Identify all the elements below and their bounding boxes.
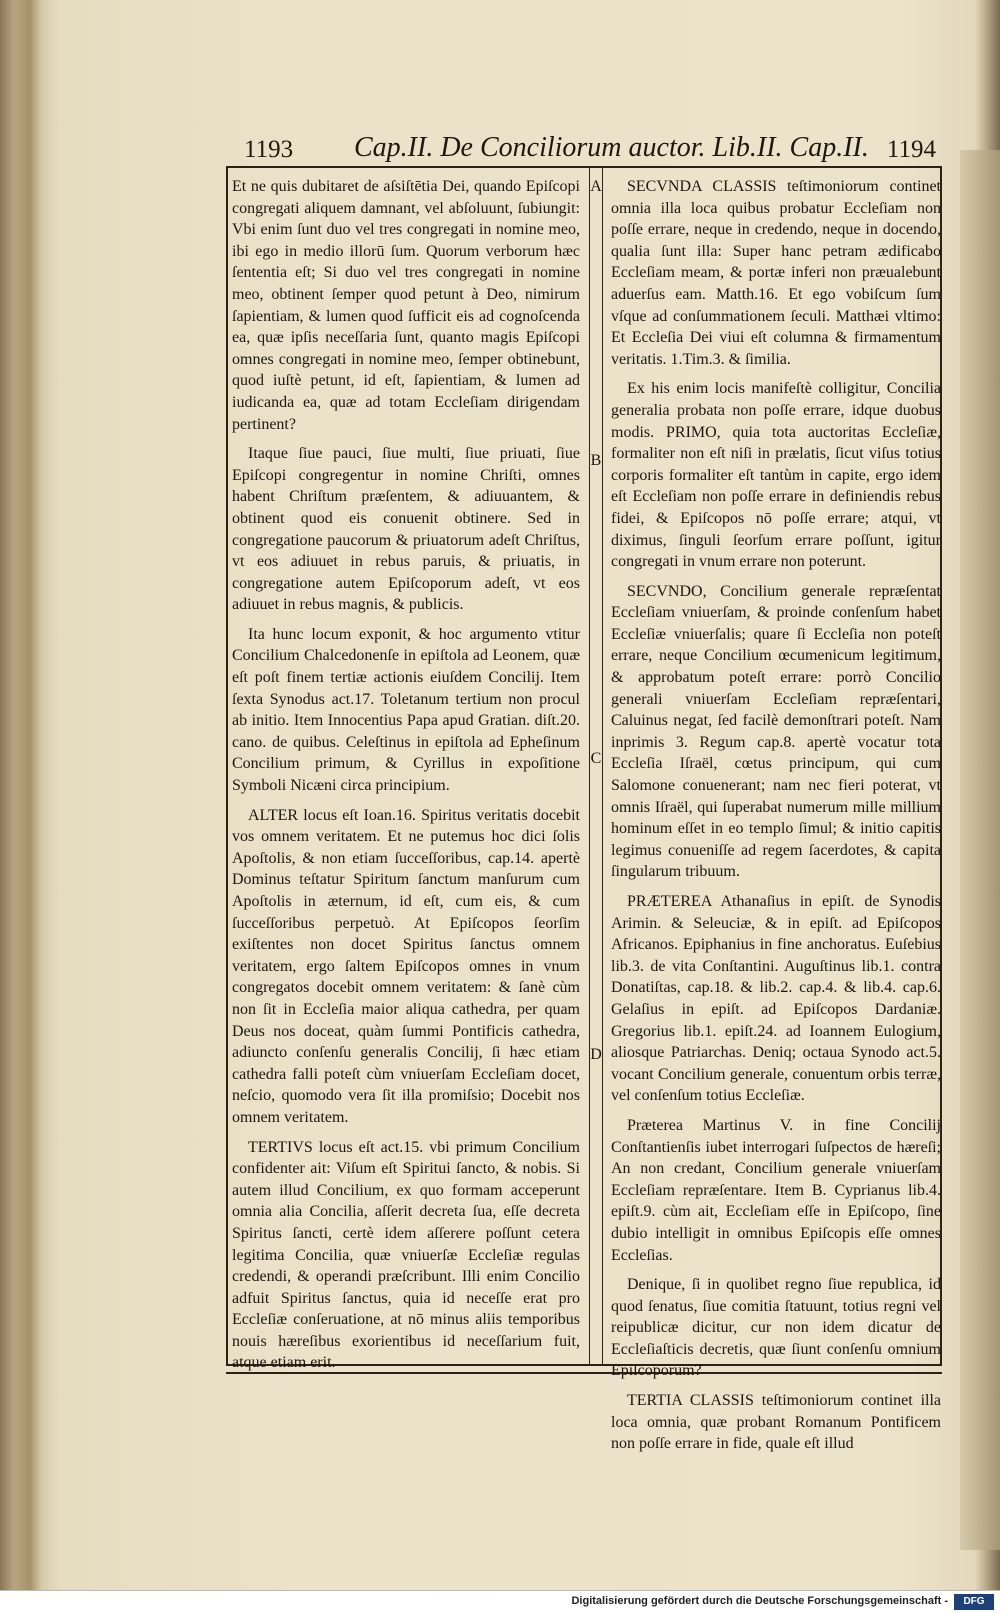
page-number-right: 1194 bbox=[886, 136, 936, 163]
paragraph: SECVNDA CLASSIS teſtimoniorum continet omnia illa loca quibus probatur Eccleſiam non poſſe errare, neque in credendo, neque in docendo, qualia ſunt illa: Super hanc petram ædificabo Eccleſiam meam, & portæ inferi non præualebunt aduerſus eam. Matth.16. Et ego vobiſcum ſum vſque ad conſummationem ſeculi. Matthæi vltimo: Et Eccleſia Dei viui eſt columna & firmamentum veritatis. 1.Tim.3. & ſimilia. bbox=[611, 178, 941, 368]
footer-credit: Digitalisierung gefördert durch die Deutsche Forschungsgemeinschaft - bbox=[571, 1595, 948, 1607]
paragraph: SECVNDO, Concilium generale repræſentat Eccleſiam vniuerſam, & proinde conſenſum habet Eccleſiæ vniuerſalis; quare ſi Eccleſia non poteſt errare, neque Concilium œcumenicum legitimum, & approbatum poteſt errare: porrò Concilio generali vniuerſam Eccleſiam repræſentari, Caluinus negat, ſed facilè demonſtrari poteſt. Nam inprimis 3. Regum cap.8. apertè vocatur tota Eccleſia Iſraël, cœtus principum, qui cum Salomone conuenerant; nam nec fieri poterat, vt omnis Iſraël, qui ſuperabat numerum mille millium hominum eſſet in eo templo ſimul; & initio capitis legimus conueniſſe ad regem ſacerdotes, & capita ſingularum tribuum. bbox=[611, 582, 941, 881]
digitization-footer bbox=[0, 1590, 1000, 1613]
paragraph: Denique, ſi in quolibet regno ſiue republica, id quod ſenatus, ſiue comitia ſtatuunt, totius regni vel reipublicæ dicitur, cur non idem dicatur de Eccleſiaſticis decretis, quæ ſiunt conſenſu omnium Epiſcoporum? bbox=[611, 1276, 941, 1380]
paragraph: Ita hunc locum exponit, & hoc argumento vtitur Concilium Chalcedonenſe in epiſtola ad Leonem, quæ eſt poſt finem tertiæ actionis eiuſdem Concilij. Item ſexta Synodus act.17. Toletanum tertium non procul ab initio. Item Innocentius Papa apud Gratian. diſt.20. cano. de quibus. Celeſtinus in epiſtola ad Epheſinum Concilium primum, & Cyrillus in expoſitione Symboli Nicæni circa principium. bbox=[232, 625, 580, 795]
running-title: Cap.II. De Conciliorum auctor. Lib.II. Cap.II. bbox=[354, 132, 869, 163]
paragraph: TERTIA CLASSIS teſtimoniorum continet illa loca omnia, quæ probant Romanum Pontificem non poſſe errare in fide, quale eſt illud bbox=[611, 1392, 941, 1453]
left-column bbox=[232, 176, 580, 1382]
paragraph: PRÆTEREA Athanaſius in epiſt. de Synodis Arimin. & Seleuciæ, & in epiſt. ad Epiſcopos Africanos. Epiphanius in fine anchoratus. Euſebius lib.3. de vita Conſtantini. Auguſtinus lib.1. contra Donatiſtas, cap.18. & lib.2. cap.4. & lib.4. cap.6. Gelaſius in epiſt. ad Epiſcopos Dardaniæ. Gregorius lib.1. epiſt.24. ad Ioannem Eulogium, aliosque Patriarchas. Deniq; octaua Synodo act.5. vocant Concilium generale, conuentum orbis terræ, vel conſenſum totius Eccleſiæ. bbox=[611, 893, 941, 1105]
dfg-logo: DFG bbox=[954, 1594, 994, 1610]
next-page-edge bbox=[960, 150, 1000, 1550]
margin-marker-a: A bbox=[590, 178, 602, 195]
right-column bbox=[611, 176, 941, 1463]
margin-marker-d: D bbox=[590, 1046, 602, 1063]
paragraph: TERTIVS locus eſt act.15. vbi primum Concilium confidenter ait: Viſum eſt Spiritui ſancto, & nobis. Si autem illud Concilium, ex quo formam acceperunt omnia alia Concilia, aſſerit decreta ſua, eſſe decreta Spiritus ſancti, certè idem aſſerere poſſunt cetera legitima Concilia, quæ vniuerſæ Eccleſiæ regulas credendi, & operandi præſcribunt. Illi enim Concilio adfuit Spiritus ſanctus, quia id neceſſe erat pro Eccleſiæ conſeruatione, at nō minus aliis temporibus nouis hæreſibus exorientibus id neceſſarium fuit, atque etiam erit. bbox=[232, 1138, 580, 1372]
paragraph: ALTER locus eſt Ioan.16. Spiritus veritatis docebit vos omnem veritatem. Et ne putemus hoc dici ſolis Apoſtolis, & non etiam ſucceſſoribus, cap.14. apertè Dominus teſtatur Spiritum ſanctum manſurum cum Apoſtolis in æternum, id eſt, cum eis, & cum ſucceſſoribus perpetuò. At Epiſcopos ſeorſim exiſtentes non docet Spiritus ſanctus omnem veritatem, ergo ſaltem Epiſcopos omnes in vnum congregatos docebit omnem veritatem: & ſanè cùm non ſit in Eccleſia maior aliqua cathedra, per quam Deus nos doceat, quàm ſummi Pontificis cathedra, adiuncto conſenſu generalis Concilij, ſi hæc etiam cathedra falli poteſt cùm vniuerſam Eccleſiam docet, neſcio, quomodo vera ſit illa promiſsio; Docebit nos omnem veritatem. bbox=[232, 806, 580, 1126]
running-header bbox=[226, 132, 966, 166]
paragraph: Præterea Martinus V. in fine Concilij Conſtantienſis iubet interrogari ſuſpectos de hæreſi; An non credant, Concilium generale vniuerſam Eccleſiam repræſentare. Item B. Cyprianus lib.4. epiſt.9. cùm ait, Eccleſiam eſſe in Epiſcopo, ſine dubio intelligit in omnibus Epiſcopis eſſe omnes Eccleſias. bbox=[611, 1116, 941, 1264]
paragraph: Ex his enim locis manifeſtè colligitur, Concilia generalia probata non poſſe errare, idque duobus modis. PRIMO, quia tota auctoritas Eccleſiæ, formaliter non eſt niſi in prælatis, ſicut viſus totius corporis formaliter eſt tantùm in capite, ergo idem eſt Eccleſiam non poſſe errare in definiendis rebus fidei, & Epiſcopos nō poſſe errare; atqui, vt diximus, ſinguli ſeorſum errare poſſunt, igitur congregati in vnum errare non poterunt. bbox=[611, 380, 941, 571]
paragraph: Et ne quis dubitaret de aſsiſtētia Dei, quando Epiſcopi congregati aliquem damnant, vel abſoluunt, ſubiungit: Vbi enim ſunt duo vel tres congregati in nomine meo, ibi ego in medio illorū ſum. Quorum verborum hæc ſententia eſt; Si duo vel tres congregati in nomine meo, obtinent ſemper quod petunt à Deo, nimirum ſapientiam, & lumen quod ſufficit eis ad cognoſcenda ea, quæ ipſis neceſſaria ſunt, quanto magis Epiſcopi omnes congregati in nomine meo, ſemper obtinebunt, quod iuſtè petunt, id eſt, ſapientiam, & lumen ad iudicanda ea, quæ ad totam Eccleſiam dirigendam pertinent? bbox=[232, 178, 580, 433]
paragraph: Itaque ſiue pauci, ſiue multi, ſiue priuati, ſiue Epiſcopi congregentur in nomine Chriſti, omnes habent Chriſtum præſentem, & adiuuantem, & obtinent quod eis conuenit obtinere. Sed in congregatione paucorum & priuatorum adeſt Chriſtus, vt eos adiuuet in rebus paruis, & priuatis, in congregatione autem Epiſcoporum adeſt, vt eos adiuuet in rebus magnis, & publicis. bbox=[232, 445, 580, 614]
margin-marker-b: B bbox=[590, 452, 602, 469]
page-number-left: 1193 bbox=[244, 136, 294, 163]
margin-marker-c: C bbox=[590, 750, 602, 767]
